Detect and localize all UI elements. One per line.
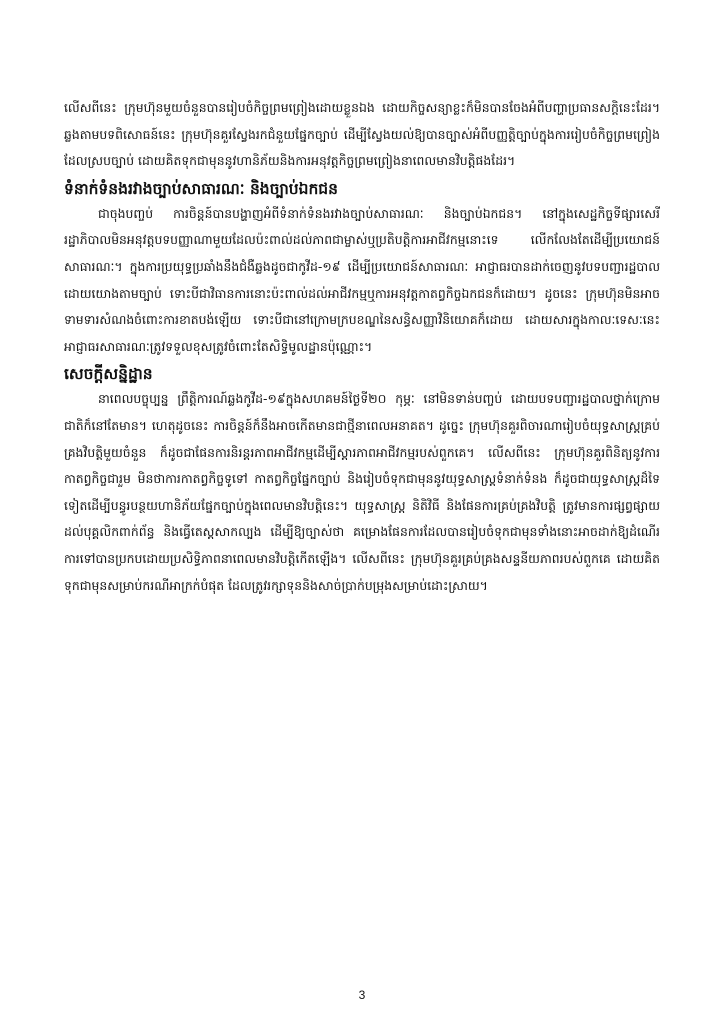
heading-public-private-law: ទំនាក់ទំនងរវាងច្បាប់សាធារណៈ និងច្បាប់ឯកជន	[64, 179, 338, 198]
paragraph-public-private-law: ជាចុងបញ្ចប់ ការចិន្តន៍បានបង្ហាញអំពីទំនាក់ទំនងរវាងច្បាប់សាធារណៈ និងច្បាប់ឯកជន។ នៅក្នុងសេដ្ឋកិច្ចទីផ្សារសេរី រដ្ឋាភិបាលមិនអនុវត្តបទបញ្ញាណាមួយដែលប៉ះពាល់ដល់ភាពជាម្ចាស់ឬប្រតិបត្តិការអាជីវកម្មនោះទេ លើកលែងតែដើម្បីប្រយោជន៍សាធារណៈ។ ក្នុងការប្រយុទ្ធប្រឆាំងនឹងជំងឺឆ្លងដូចជាកូវីដ-១៩ ដើម្បីប្រយោជន៍សាធារណៈ អាជ្ញាធរបានដាក់ចេញនូវបទបញ្ជារដ្ឋបាលដោយយោងតាមច្បាប់ ទោះបីជាវិធានការនោះប៉ះពាល់ដល់អាជីវកម្មឬការអនុវត្តកាតព្វកិច្ចឯកជនក៏ដោយ។ ដូចនេះ ក្រុមហ៊ុនមិនអាចទាមទារសំណងចំពោះការខាតបង់ឡើយ ទោះបីជានៅក្រោមក្របខណ្ឌនៃសន្ធិសញ្ញាវិនិយោគក៏ដោយ ដោយសារក្នុងកាលៈទេសៈនេះ អាជ្ញាធរសាធារណៈត្រូវទទួលខុសត្រូវចំពោះតែសិទ្ធិមូលដ្ឋានប៉ុណ្ណោះ។	[64, 205, 660, 354]
page-content	[64, 95, 660, 599]
page-number: 3	[358, 988, 366, 1002]
paragraph-conclusion: នាពេលបច្ចុប្បន្ន ព្រឹត្តិការណ៍ឆ្លងកូវីដ-១៩ក្នុងសហគមន៍ថ្ងៃទី២០ កុម្ភៈ នៅមិនទាន់បញ្ចប់ ដោយបទបញ្ជារដ្ឋបាលថ្នាក់ក្រោមជាតិក៏នៅតែមាន។ ហេតុដូចនេះ ការចិន្តន៍ក៏នឹងអាចកើតមានជាថ្មីនាពេលអនាគត។ ដូច្នេះ ក្រុមហ៊ុនគួរពិចារណារៀបចំយុទ្ធសាស្ត្រគ្រប់គ្រងវិបត្តិមួយចំនួន ក៏ដូចជាផែនការនិរន្តរភាពអាជីវកម្មដើម្បីស្តារភាពអាជីវកម្មរបស់ពួកគេ។ លើសពីនេះ ក្រុមហ៊ុនគួរពិនិត្យនូវការកាតព្វកិច្ចជារួម មិនថាការកាតព្វកិច្ចទូទៅ កាតព្វកិច្ចផ្នែកច្បាប់ និងរៀបចំទុកជាមុននូវយុទ្ធសាស្ត្រទំនាក់ទំនង ក៏ដូចជាយុទ្ធសាស្ត្រដ៏ទៃទៀតដើម្បីបន្ធូរបន្ថយហានិភ័យផ្នែកច្បាប់ក្នុងពេលមានវិបត្តិនេះ។ យុទ្ធសាស្ត្រ និតិវិធី និងផែនការគ្រប់គ្រងវិបត្តិ ត្រូវមានការផ្សព្វផ្សាយដល់បុគ្គលិកពាក់ព័ន្ធ និងធ្វើតេស្តសាកល្បង ដើម្បីឱ្យច្បាស់ថា គម្រោងផែនការដែលបានរៀបចំទុកជាមុនទាំងនោះអាចដាក់ឱ្យដំណើរការទៅបានប្រកបដោយប្រសិទ្ធិភាពនាពេលមានវិបត្តិកើតឡើង។ លើសពីនេះ ក្រុមហ៊ុនគួរគ្រប់គ្រងសន្ទនីយភាពរបស់ពួកគេ ដោយគិតទុកជាមុនសម្រាប់ករណីអាក្រក់បំផុត ដែលត្រូវរក្សាទុននិងសាច់ប្រាក់បម្រុងសម្រាប់ដោះស្រាយ។	[64, 391, 660, 593]
paragraph-force-majeure-experience: លើសពីនេះ ក្រុមហ៊ុនមួយចំនួនបានរៀបចំកិច្ចព្រមព្រៀងដោយខ្លួនឯង ដោយកិច្ចសន្យាខ្លះក៏មិនបានចែងអំពីបញ្ហាប្រធានសក្តិនេះដែរ។ ឆ្លងតាមបទពិសោធន៍នេះ ក្រុមហ៊ុនគួរស្វែងរកជំនួយផ្នែកច្បាប់ ដើម្បីស្វែងយល់ឱ្យបានច្បាស់អំពីបញ្ញត្តិច្បាប់ក្នុងការរៀបចំកិច្ចព្រមព្រៀងដែលស្របច្បាប់ ដោយគិតទុកជាមុននូវហានិភ័យនិងការអនុវត្តកិច្ចព្រមព្រៀងនាពេលមានវិបត្តិផងដែរ។	[64, 100, 660, 169]
heading-conclusion: សេចក្តីសន្និដ្ឋាន	[64, 365, 153, 384]
